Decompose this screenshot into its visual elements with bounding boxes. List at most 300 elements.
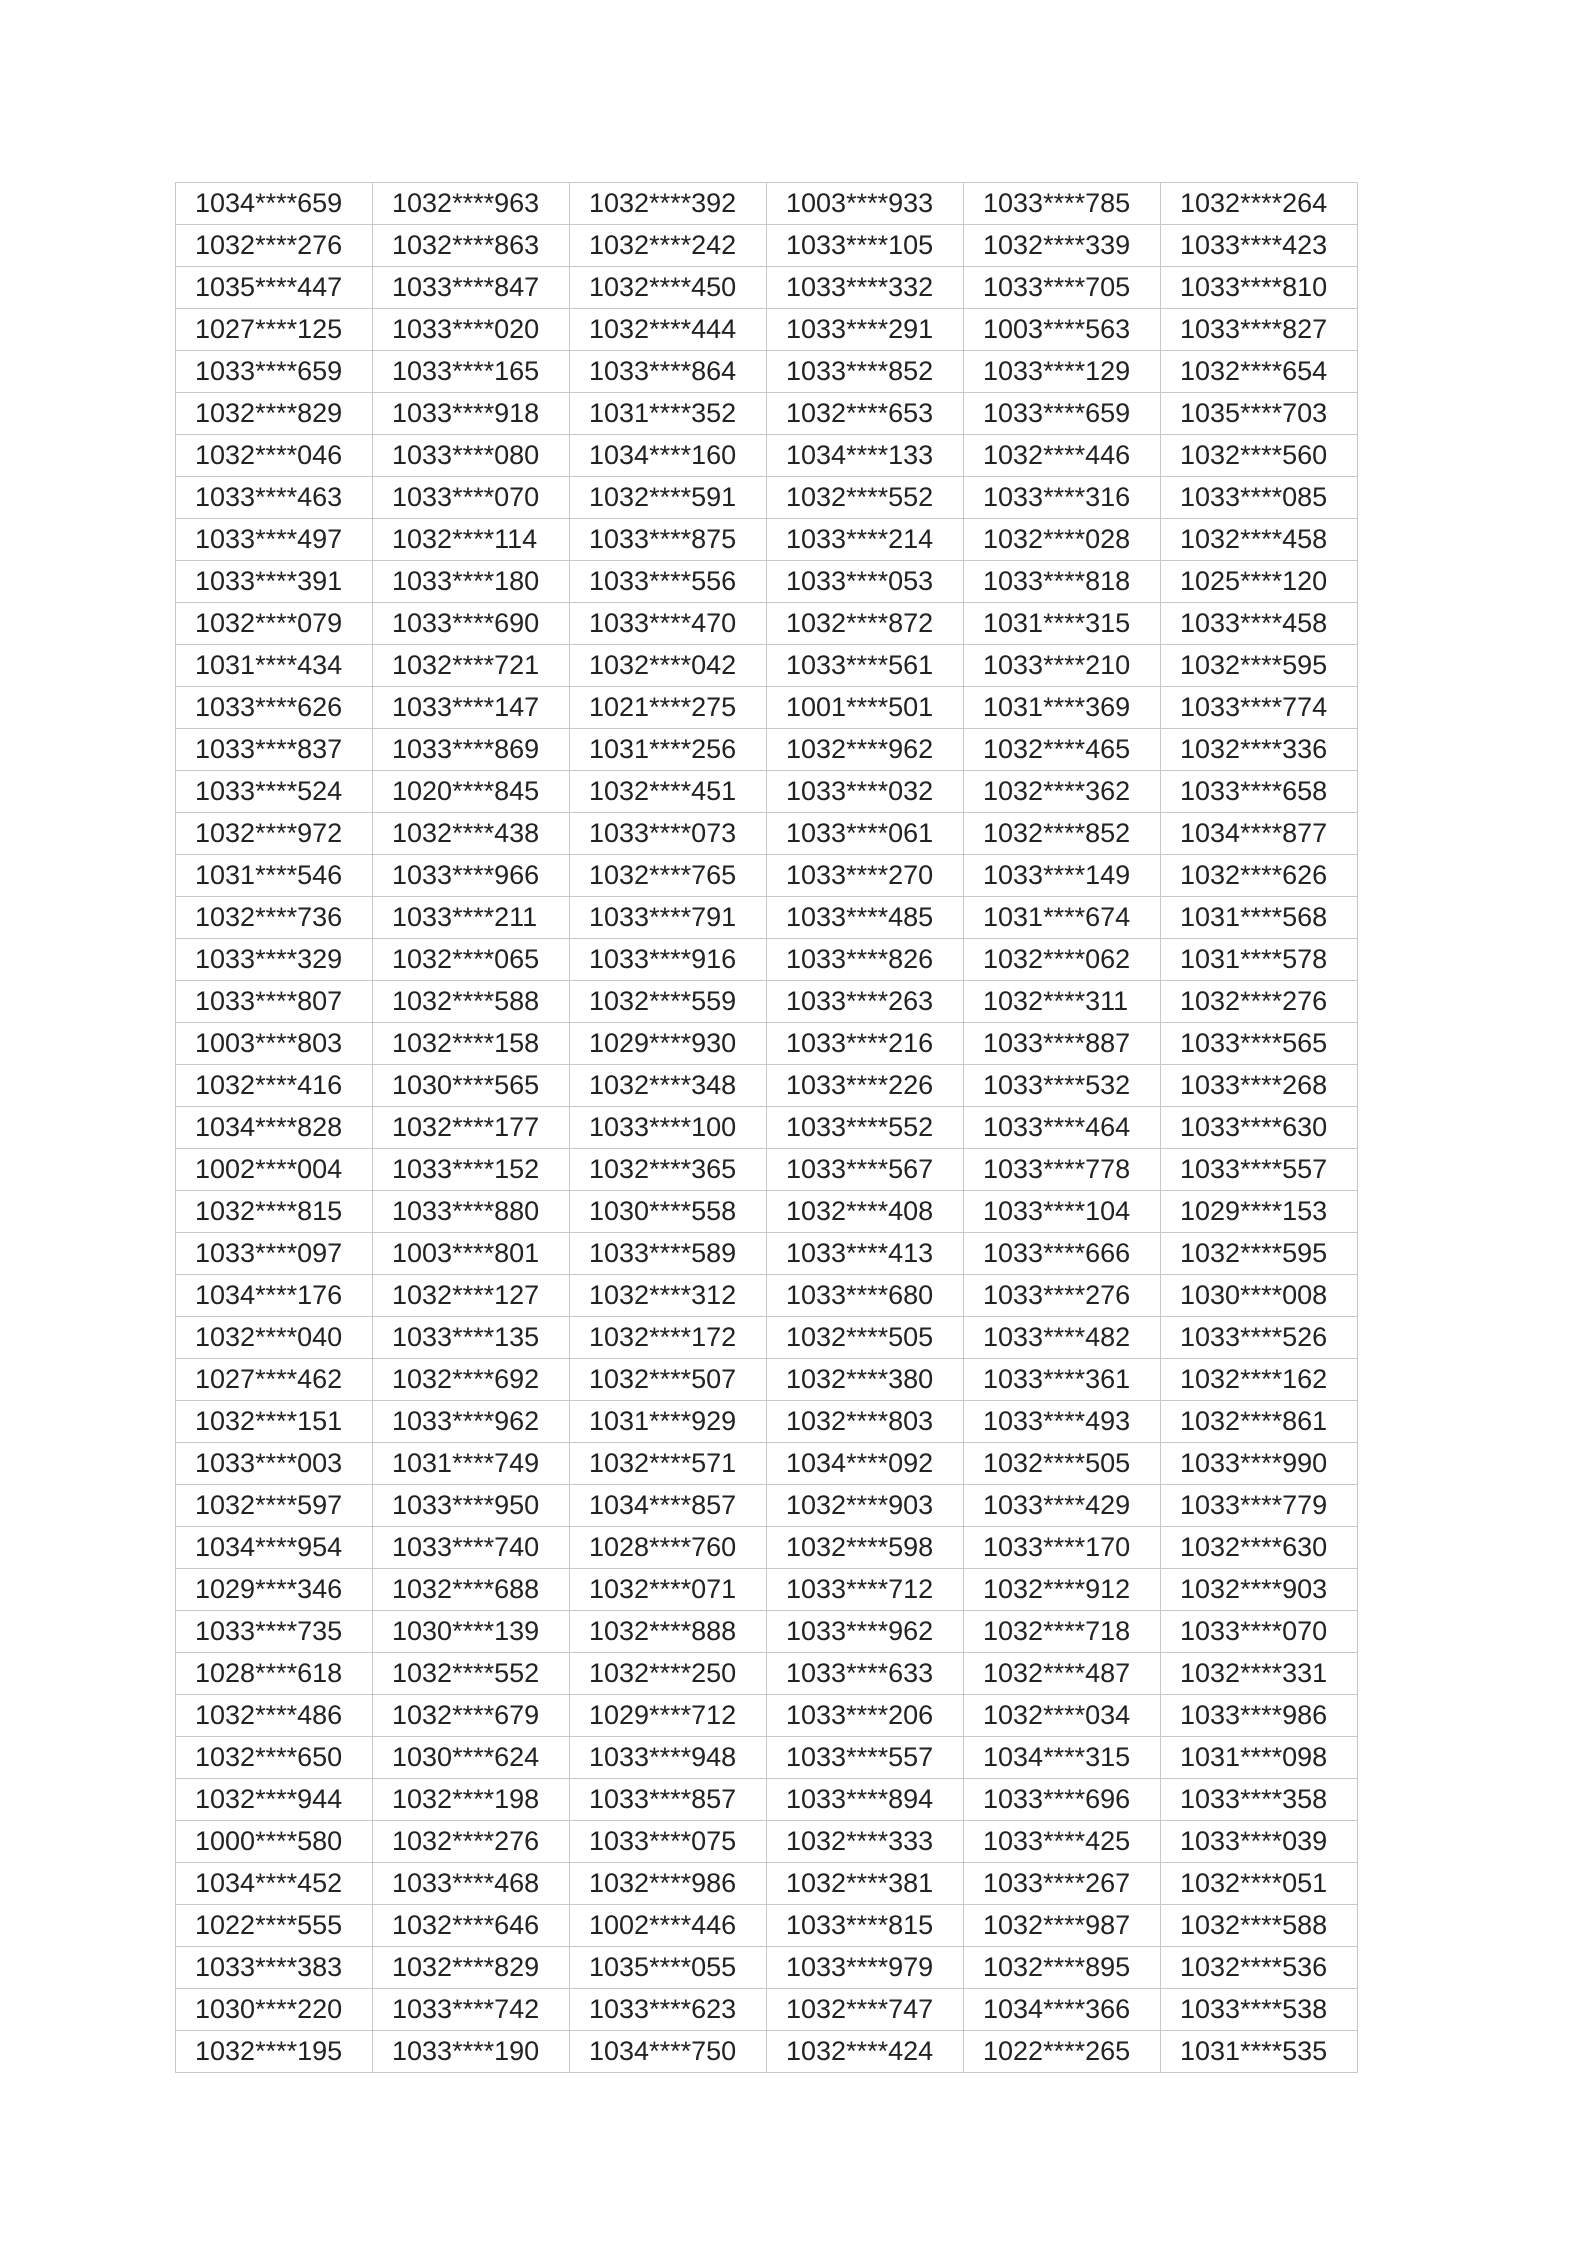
table-cell: 1033****880 bbox=[373, 1191, 570, 1233]
table-cell: 1033****268 bbox=[1161, 1065, 1358, 1107]
table-cell: 1032****177 bbox=[373, 1107, 570, 1149]
table-cell: 1033****552 bbox=[767, 1107, 964, 1149]
table-cell: 1032****650 bbox=[176, 1737, 373, 1779]
table-cell: 1033****073 bbox=[570, 813, 767, 855]
table-cell: 1032****588 bbox=[373, 981, 570, 1023]
table-cell: 1003****803 bbox=[176, 1023, 373, 1065]
table-cell: 1033****165 bbox=[373, 351, 570, 393]
table-cell: 1033****696 bbox=[964, 1779, 1161, 1821]
table-cell: 1029****930 bbox=[570, 1023, 767, 1065]
table-cell: 1032****747 bbox=[767, 1989, 964, 2031]
table-row bbox=[176, 813, 1358, 855]
table-cell: 1033****791 bbox=[570, 897, 767, 939]
table-row bbox=[176, 267, 1358, 309]
table-cell: 1001****501 bbox=[767, 687, 964, 729]
table-cell: 1032****446 bbox=[964, 435, 1161, 477]
table-cell: 1033****458 bbox=[1161, 603, 1358, 645]
table-row bbox=[176, 1443, 1358, 1485]
table-cell: 1033****210 bbox=[964, 645, 1161, 687]
table-row bbox=[176, 309, 1358, 351]
table-row bbox=[176, 561, 1358, 603]
table-cell: 1032****888 bbox=[570, 1611, 767, 1653]
table-cell: 1032****552 bbox=[767, 477, 964, 519]
table-cell: 1031****749 bbox=[373, 1443, 570, 1485]
table-cell: 1033****561 bbox=[767, 645, 964, 687]
table-cell: 1033****497 bbox=[176, 519, 373, 561]
table-cell: 1033****626 bbox=[176, 687, 373, 729]
table-cell: 1033****276 bbox=[964, 1275, 1161, 1317]
table-cell: 1033****658 bbox=[1161, 771, 1358, 813]
table-cell: 1033****567 bbox=[767, 1149, 964, 1191]
table-cell: 1033****680 bbox=[767, 1275, 964, 1317]
table-row bbox=[176, 1737, 1358, 1779]
table-cell: 1033****532 bbox=[964, 1065, 1161, 1107]
table-cell: 1002****004 bbox=[176, 1149, 373, 1191]
table-cell: 1032****560 bbox=[1161, 435, 1358, 477]
table-cell: 1033****538 bbox=[1161, 1989, 1358, 2031]
table-row bbox=[176, 603, 1358, 645]
table-cell: 1027****125 bbox=[176, 309, 373, 351]
table-cell: 1000****580 bbox=[176, 1821, 373, 1863]
table-cell: 1032****944 bbox=[176, 1779, 373, 1821]
table-row bbox=[176, 351, 1358, 393]
table-cell: 1033****361 bbox=[964, 1359, 1161, 1401]
table-cell: 1032****736 bbox=[176, 897, 373, 939]
table-cell: 1033****105 bbox=[767, 225, 964, 267]
table-cell: 1032****465 bbox=[964, 729, 1161, 771]
table-cell: 1033****690 bbox=[373, 603, 570, 645]
table-cell: 1032****486 bbox=[176, 1695, 373, 1737]
table-cell: 1032****046 bbox=[176, 435, 373, 477]
table-row bbox=[176, 1065, 1358, 1107]
table-cell: 1034****828 bbox=[176, 1107, 373, 1149]
table-cell: 1032****963 bbox=[373, 183, 570, 225]
table-cell: 1033****425 bbox=[964, 1821, 1161, 1863]
table-cell: 1033****180 bbox=[373, 561, 570, 603]
table-cell: 1033****852 bbox=[767, 351, 964, 393]
table-cell: 1033****778 bbox=[964, 1149, 1161, 1191]
table-row bbox=[176, 1569, 1358, 1611]
table-cell: 1030****558 bbox=[570, 1191, 767, 1233]
table-cell: 1032****151 bbox=[176, 1401, 373, 1443]
table-cell: 1032****505 bbox=[767, 1317, 964, 1359]
table-cell: 1032****654 bbox=[1161, 351, 1358, 393]
masked-id-table bbox=[175, 182, 1358, 2073]
table-cell: 1031****369 bbox=[964, 687, 1161, 729]
table-cell: 1032****972 bbox=[176, 813, 373, 855]
table-cell: 1032****536 bbox=[1161, 1947, 1358, 1989]
table-cell: 1032****718 bbox=[964, 1611, 1161, 1653]
table-cell: 1033****847 bbox=[373, 267, 570, 309]
table-cell: 1034****133 bbox=[767, 435, 964, 477]
table-cell: 1032****505 bbox=[964, 1443, 1161, 1485]
table-cell: 1022****265 bbox=[964, 2031, 1161, 2073]
table-row bbox=[176, 1275, 1358, 1317]
table-cell: 1033****429 bbox=[964, 1485, 1161, 1527]
table-row bbox=[176, 435, 1358, 477]
table-cell: 1003****563 bbox=[964, 309, 1161, 351]
table-cell: 1031****568 bbox=[1161, 897, 1358, 939]
table-cell: 1032****034 bbox=[964, 1695, 1161, 1737]
table-cell: 1033****659 bbox=[176, 351, 373, 393]
table-cell: 1033****630 bbox=[1161, 1107, 1358, 1149]
table-cell: 1033****020 bbox=[373, 309, 570, 351]
table-cell: 1032****653 bbox=[767, 393, 964, 435]
table-cell: 1033****206 bbox=[767, 1695, 964, 1737]
table-cell: 1032****424 bbox=[767, 2031, 964, 2073]
table-cell: 1032****158 bbox=[373, 1023, 570, 1065]
table-cell: 1033****659 bbox=[964, 393, 1161, 435]
table-cell: 1032****331 bbox=[1161, 1653, 1358, 1695]
table-row bbox=[176, 645, 1358, 687]
table-cell: 1033****053 bbox=[767, 561, 964, 603]
table-cell: 1033****129 bbox=[964, 351, 1161, 393]
table-cell: 1033****463 bbox=[176, 477, 373, 519]
table-row bbox=[176, 1401, 1358, 1443]
table-cell: 1033****894 bbox=[767, 1779, 964, 1821]
table-row bbox=[176, 687, 1358, 729]
table-cell: 1033****735 bbox=[176, 1611, 373, 1653]
table-row bbox=[176, 1359, 1358, 1401]
table-cell: 1032****861 bbox=[1161, 1401, 1358, 1443]
table-row bbox=[176, 1779, 1358, 1821]
table-cell: 1032****062 bbox=[964, 939, 1161, 981]
table-cell: 1032****852 bbox=[964, 813, 1161, 855]
table-row bbox=[176, 1989, 1358, 2031]
table-cell: 1032****815 bbox=[176, 1191, 373, 1233]
table-cell: 1033****916 bbox=[570, 939, 767, 981]
table-row bbox=[176, 1485, 1358, 1527]
table-cell: 1032****172 bbox=[570, 1317, 767, 1359]
table-cell: 1033****742 bbox=[373, 1989, 570, 2031]
table-cell: 1033****482 bbox=[964, 1317, 1161, 1359]
table-cell: 1033****526 bbox=[1161, 1317, 1358, 1359]
table-cell: 1031****578 bbox=[1161, 939, 1358, 981]
table-cell: 1032****903 bbox=[1161, 1569, 1358, 1611]
table-cell: 1033****383 bbox=[176, 1947, 373, 1989]
table-row bbox=[176, 2031, 1358, 2073]
table-cell: 1031****256 bbox=[570, 729, 767, 771]
table-cell: 1032****912 bbox=[964, 1569, 1161, 1611]
table-cell: 1033****633 bbox=[767, 1653, 964, 1695]
table-cell: 1032****276 bbox=[176, 225, 373, 267]
table-cell: 1032****591 bbox=[570, 477, 767, 519]
table-cell: 1032****312 bbox=[570, 1275, 767, 1317]
table-cell: 1032****588 bbox=[1161, 1905, 1358, 1947]
table-cell: 1032****895 bbox=[964, 1947, 1161, 1989]
table-cell: 1033****869 bbox=[373, 729, 570, 771]
table-cell: 1033****785 bbox=[964, 183, 1161, 225]
table-cell: 1032****595 bbox=[1161, 1233, 1358, 1275]
table-cell: 1032****392 bbox=[570, 183, 767, 225]
table-cell: 1032****487 bbox=[964, 1653, 1161, 1695]
table-cell: 1029****712 bbox=[570, 1695, 767, 1737]
table-cell: 1032****829 bbox=[176, 393, 373, 435]
table-cell: 1029****346 bbox=[176, 1569, 373, 1611]
table-cell: 1033****557 bbox=[1161, 1149, 1358, 1191]
table-cell: 1033****887 bbox=[964, 1023, 1161, 1065]
table-cell: 1033****779 bbox=[1161, 1485, 1358, 1527]
table-cell: 1033****666 bbox=[964, 1233, 1161, 1275]
table-cell: 1033****962 bbox=[767, 1611, 964, 1653]
table-cell: 1032****051 bbox=[1161, 1863, 1358, 1905]
table-cell: 1032****114 bbox=[373, 519, 570, 561]
table-row bbox=[176, 1905, 1358, 1947]
table-cell: 1033****080 bbox=[373, 435, 570, 477]
table-cell: 1032****438 bbox=[373, 813, 570, 855]
table-cell: 1033****423 bbox=[1161, 225, 1358, 267]
table-cell: 1032****079 bbox=[176, 603, 373, 645]
table-cell: 1032****450 bbox=[570, 267, 767, 309]
table-cell: 1033****827 bbox=[1161, 309, 1358, 351]
table-cell: 1033****211 bbox=[373, 897, 570, 939]
table-row bbox=[176, 1947, 1358, 1989]
table-cell: 1032****408 bbox=[767, 1191, 964, 1233]
table-cell: 1032****559 bbox=[570, 981, 767, 1023]
table-cell: 1003****933 bbox=[767, 183, 964, 225]
table-cell: 1032****381 bbox=[767, 1863, 964, 1905]
table-cell: 1034****160 bbox=[570, 435, 767, 477]
table-cell: 1032****962 bbox=[767, 729, 964, 771]
table-cell: 1032****276 bbox=[373, 1821, 570, 1863]
table-cell: 1022****555 bbox=[176, 1905, 373, 1947]
table-row bbox=[176, 1191, 1358, 1233]
table-row bbox=[176, 183, 1358, 225]
table-row bbox=[176, 225, 1358, 267]
table-cell: 1032****987 bbox=[964, 1905, 1161, 1947]
table-cell: 1032****339 bbox=[964, 225, 1161, 267]
table-cell: 1035****703 bbox=[1161, 393, 1358, 435]
table-cell: 1032****042 bbox=[570, 645, 767, 687]
table-cell: 1033****061 bbox=[767, 813, 964, 855]
table-cell: 1032****380 bbox=[767, 1359, 964, 1401]
table-row bbox=[176, 393, 1358, 435]
table-row bbox=[176, 1695, 1358, 1737]
table-cell: 1033****226 bbox=[767, 1065, 964, 1107]
table-cell: 1033****097 bbox=[176, 1233, 373, 1275]
table-cell: 1032****721 bbox=[373, 645, 570, 687]
table-row bbox=[176, 519, 1358, 561]
table-cell: 1032****507 bbox=[570, 1359, 767, 1401]
table-cell: 1033****966 bbox=[373, 855, 570, 897]
table-cell: 1032****348 bbox=[570, 1065, 767, 1107]
table-cell: 1032****986 bbox=[570, 1863, 767, 1905]
table-cell: 1033****329 bbox=[176, 939, 373, 981]
table-cell: 1033****039 bbox=[1161, 1821, 1358, 1863]
table-cell: 1032****903 bbox=[767, 1485, 964, 1527]
table-cell: 1033****623 bbox=[570, 1989, 767, 2031]
table-cell: 1032****626 bbox=[1161, 855, 1358, 897]
table-cell: 1034****452 bbox=[176, 1863, 373, 1905]
table-cell: 1033****826 bbox=[767, 939, 964, 981]
table-cell: 1033****807 bbox=[176, 981, 373, 1023]
table-cell: 1025****120 bbox=[1161, 561, 1358, 603]
table-row bbox=[176, 1023, 1358, 1065]
table-cell: 1033****170 bbox=[964, 1527, 1161, 1569]
table-cell: 1034****092 bbox=[767, 1443, 964, 1485]
table-cell: 1033****190 bbox=[373, 2031, 570, 2073]
table-cell: 1033****085 bbox=[1161, 477, 1358, 519]
table-cell: 1033****962 bbox=[373, 1401, 570, 1443]
table-cell: 1032****362 bbox=[964, 771, 1161, 813]
table-cell: 1032****458 bbox=[1161, 519, 1358, 561]
table-cell: 1032****040 bbox=[176, 1317, 373, 1359]
table-cell: 1031****929 bbox=[570, 1401, 767, 1443]
table-cell: 1033****032 bbox=[767, 771, 964, 813]
table-cell: 1033****493 bbox=[964, 1401, 1161, 1443]
table-cell: 1030****139 bbox=[373, 1611, 570, 1653]
table-cell: 1033****100 bbox=[570, 1107, 767, 1149]
table-cell: 1033****740 bbox=[373, 1527, 570, 1569]
table-cell: 1032****198 bbox=[373, 1779, 570, 1821]
table-cell: 1032****803 bbox=[767, 1401, 964, 1443]
table-cell: 1033****413 bbox=[767, 1233, 964, 1275]
table-row bbox=[176, 1107, 1358, 1149]
table-cell: 1032****162 bbox=[1161, 1359, 1358, 1401]
table-cell: 1021****275 bbox=[570, 687, 767, 729]
table-cell: 1033****270 bbox=[767, 855, 964, 897]
table-row bbox=[176, 981, 1358, 1023]
table-cell: 1032****336 bbox=[1161, 729, 1358, 771]
table-cell: 1033****557 bbox=[767, 1737, 964, 1779]
table-cell: 1028****618 bbox=[176, 1653, 373, 1695]
table-cell: 1033****565 bbox=[1161, 1023, 1358, 1065]
table-cell: 1034****750 bbox=[570, 2031, 767, 2073]
table-row bbox=[176, 771, 1358, 813]
table-cell: 1033****391 bbox=[176, 561, 373, 603]
table-cell: 1033****705 bbox=[964, 267, 1161, 309]
table-cell: 1033****864 bbox=[570, 351, 767, 393]
table-cell: 1031****315 bbox=[964, 603, 1161, 645]
table-cell: 1033****979 bbox=[767, 1947, 964, 1989]
table-cell: 1033****857 bbox=[570, 1779, 767, 1821]
table-row bbox=[176, 1821, 1358, 1863]
table-cell: 1031****098 bbox=[1161, 1737, 1358, 1779]
table-row bbox=[176, 1653, 1358, 1695]
table-cell: 1035****055 bbox=[570, 1947, 767, 1989]
table-cell: 1033****214 bbox=[767, 519, 964, 561]
table-cell: 1033****135 bbox=[373, 1317, 570, 1359]
table-cell: 1032****863 bbox=[373, 225, 570, 267]
table-cell: 1033****216 bbox=[767, 1023, 964, 1065]
table-cell: 1002****446 bbox=[570, 1905, 767, 1947]
table-cell: 1033****070 bbox=[1161, 1611, 1358, 1653]
table-cell: 1033****070 bbox=[373, 477, 570, 519]
table-cell: 1033****149 bbox=[964, 855, 1161, 897]
table-cell: 1027****462 bbox=[176, 1359, 373, 1401]
table-cell: 1032****276 bbox=[1161, 981, 1358, 1023]
table-cell: 1033****986 bbox=[1161, 1695, 1358, 1737]
table-cell: 1032****127 bbox=[373, 1275, 570, 1317]
table-cell: 1033****556 bbox=[570, 561, 767, 603]
table-cell: 1032****071 bbox=[570, 1569, 767, 1611]
table-cell: 1033****875 bbox=[570, 519, 767, 561]
table-row bbox=[176, 939, 1358, 981]
table-row bbox=[176, 1317, 1358, 1359]
table-cell: 1033****147 bbox=[373, 687, 570, 729]
table-row bbox=[176, 477, 1358, 519]
table-cell: 1032****829 bbox=[373, 1947, 570, 1989]
table-row bbox=[176, 1611, 1358, 1653]
table-cell: 1033****468 bbox=[373, 1863, 570, 1905]
table-cell: 1033****950 bbox=[373, 1485, 570, 1527]
table-cell: 1031****674 bbox=[964, 897, 1161, 939]
table-cell: 1032****872 bbox=[767, 603, 964, 645]
table-cell: 1032****333 bbox=[767, 1821, 964, 1863]
table-cell: 1031****352 bbox=[570, 393, 767, 435]
table-cell: 1033****774 bbox=[1161, 687, 1358, 729]
table-cell: 1032****028 bbox=[964, 519, 1161, 561]
table-row bbox=[176, 1233, 1358, 1275]
table-cell: 1032****444 bbox=[570, 309, 767, 351]
table-cell: 1031****434 bbox=[176, 645, 373, 687]
table-cell: 1033****815 bbox=[767, 1905, 964, 1947]
table-cell: 1032****679 bbox=[373, 1695, 570, 1737]
table-cell: 1033****332 bbox=[767, 267, 964, 309]
table-cell: 1033****263 bbox=[767, 981, 964, 1023]
table-cell: 1033****524 bbox=[176, 771, 373, 813]
table-cell: 1033****810 bbox=[1161, 267, 1358, 309]
table-cell: 1030****008 bbox=[1161, 1275, 1358, 1317]
table-cell: 1031****535 bbox=[1161, 2031, 1358, 2073]
table-cell: 1033****358 bbox=[1161, 1779, 1358, 1821]
table-cell: 1032****552 bbox=[373, 1653, 570, 1695]
table-cell: 1032****365 bbox=[570, 1149, 767, 1191]
table-cell: 1033****464 bbox=[964, 1107, 1161, 1149]
table-cell: 1033****485 bbox=[767, 897, 964, 939]
table-cell: 1032****264 bbox=[1161, 183, 1358, 225]
table-cell: 1033****589 bbox=[570, 1233, 767, 1275]
table-cell: 1032****242 bbox=[570, 225, 767, 267]
table-cell: 1003****801 bbox=[373, 1233, 570, 1275]
table-cell: 1031****546 bbox=[176, 855, 373, 897]
table-cell: 1033****918 bbox=[373, 393, 570, 435]
table-cell: 1032****630 bbox=[1161, 1527, 1358, 1569]
table-cell: 1032****451 bbox=[570, 771, 767, 813]
table-cell: 1033****712 bbox=[767, 1569, 964, 1611]
table-cell: 1020****845 bbox=[373, 771, 570, 813]
table-cell: 1033****948 bbox=[570, 1737, 767, 1779]
table-cell: 1028****760 bbox=[570, 1527, 767, 1569]
table-row bbox=[176, 1527, 1358, 1569]
table-cell: 1033****267 bbox=[964, 1863, 1161, 1905]
table-cell: 1033****470 bbox=[570, 603, 767, 645]
table-cell: 1032****692 bbox=[373, 1359, 570, 1401]
table-cell: 1033****990 bbox=[1161, 1443, 1358, 1485]
table-cell: 1030****220 bbox=[176, 1989, 373, 2031]
table-row bbox=[176, 897, 1358, 939]
table-cell: 1034****857 bbox=[570, 1485, 767, 1527]
table-row bbox=[176, 1863, 1358, 1905]
table-cell: 1033****003 bbox=[176, 1443, 373, 1485]
table-cell: 1032****311 bbox=[964, 981, 1161, 1023]
table-row bbox=[176, 729, 1358, 771]
table-cell: 1033****075 bbox=[570, 1821, 767, 1863]
table-cell: 1030****565 bbox=[373, 1065, 570, 1107]
table-cell: 1032****595 bbox=[1161, 645, 1358, 687]
table-cell: 1033****316 bbox=[964, 477, 1161, 519]
table-cell: 1033****104 bbox=[964, 1191, 1161, 1233]
table-cell: 1032****250 bbox=[570, 1653, 767, 1695]
table-row bbox=[176, 1149, 1358, 1191]
table-cell: 1032****688 bbox=[373, 1569, 570, 1611]
table-cell: 1033****818 bbox=[964, 561, 1161, 603]
table-row bbox=[176, 855, 1358, 897]
table-cell: 1032****765 bbox=[570, 855, 767, 897]
table-cell: 1034****659 bbox=[176, 183, 373, 225]
table-cell: 1033****152 bbox=[373, 1149, 570, 1191]
table-cell: 1034****877 bbox=[1161, 813, 1358, 855]
